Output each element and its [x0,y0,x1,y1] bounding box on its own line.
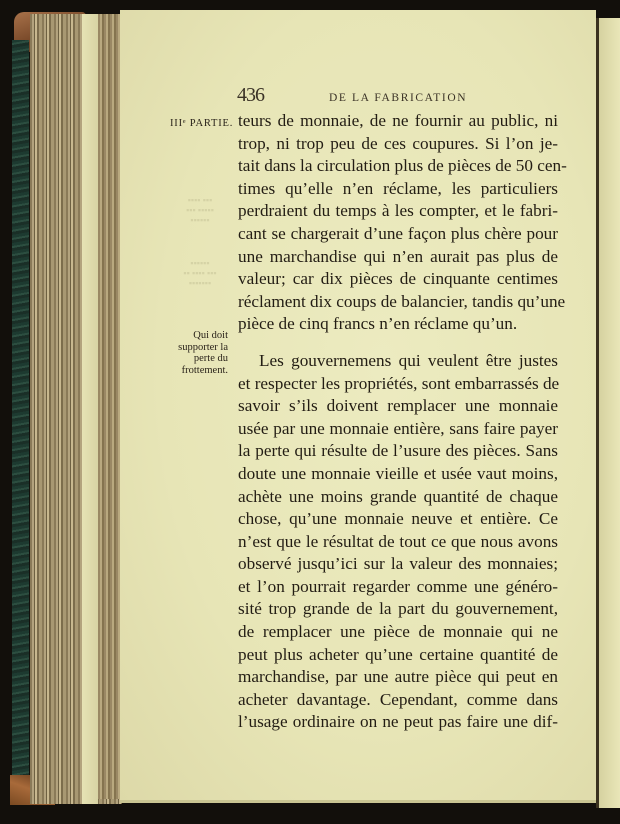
running-head [237,86,557,110]
page-stack-edges-inner [98,14,122,799]
page-number: 436 [237,84,264,106]
text-line: marchandise, par une autre pièce qui peut en [238,667,558,687]
margin-note [160,330,228,376]
margin-note-line: perte du [193,353,228,364]
text-line: observé jusqu’ici sur la valeur des monnaies; [238,554,558,574]
margin-note-line: supporter la [178,341,228,353]
text-line: l’usage ordinaire on ne peut pas faire une dif- [238,712,558,732]
part-label: IIIᵉ PARTIE. [170,118,234,129]
text-line: de remplacer une pièce de monnaie qui ne [238,622,558,642]
text-line: usée par une monnaie entière, sans faire payer [238,418,558,438]
text-line: trop, ni trop peu de ces coupures. Si l’on je- [238,133,558,153]
text-line: acheter davantage. Cependant, comme dans [238,689,558,709]
text-line: n’est que le résultat de tout ce que nous avons [238,531,558,551]
running-head-title: DE LA FABRICATION [329,92,468,104]
book-spine-cover [12,40,29,800]
text-line: sité trop grande de la part du gouvernement, [238,599,558,619]
text-line: Les gouvernemens qui veulent être justes [259,350,558,370]
text-line: achète une moins grande quantité de chaque [238,486,558,506]
text-line: la perte qui résulte de l’usure des pièces. Sans [238,441,558,461]
text-line: doute une monnaie vieille et usée vaut moins, [238,463,558,483]
paragraph [238,350,558,734]
text-line: pièce de cinq francs n’en réclame qu’un. [238,314,518,334]
text-line: une marchandise qui n’en aurait pas plus de [238,246,558,266]
margin-note-line: frottement. [181,364,228,376]
body-text [238,110,567,734]
text-line: valeur; car dix pièces de cinquante centimes [238,269,558,289]
show-through-text: ▪▪▪▪ ▪▪▪ ▪▪▪ ▪▪▪▪▪ ▪▪▪▪▪▪ [186,195,214,225]
text-line: times qu’elle n’en réclame, les particuliers [238,178,558,198]
page-stack-highlight [82,14,98,804]
text-line: perdraient du temps à les compter, et le fabri- [238,201,558,221]
margin-note-line: Qui doit [193,330,228,341]
facing-page-edge [599,18,620,808]
text-line: chose, qu’une monnaie neuve et entière. Ce [238,509,558,529]
text-line: teurs de monnaie, de ne fournir au public, ni [238,111,558,130]
paragraph [238,110,567,336]
text-line: cant se chargerait d’une façon plus chère pour [238,223,558,243]
text-line: réclament dix coups de balancier, tandis qu’une [238,291,566,311]
text-line: et l’on pourrait regarder comme une généro- [238,576,558,596]
text-line: tait dans la circulation plus de pièces de 50 cen- [238,156,567,176]
text-line: et respecter les propriétés, sont embarrassés de [238,373,560,393]
show-through-text: ▪▪▪▪▪▪ ▪▪ ▪▪▪▪ ▪▪▪ ▪▪▪▪▪▪▪ [183,258,217,288]
text-line: savoir s’ils doivent remplacer une monnaie [238,396,558,416]
text-line: peut plus acheter qu’une certaine quantité de [238,644,558,664]
